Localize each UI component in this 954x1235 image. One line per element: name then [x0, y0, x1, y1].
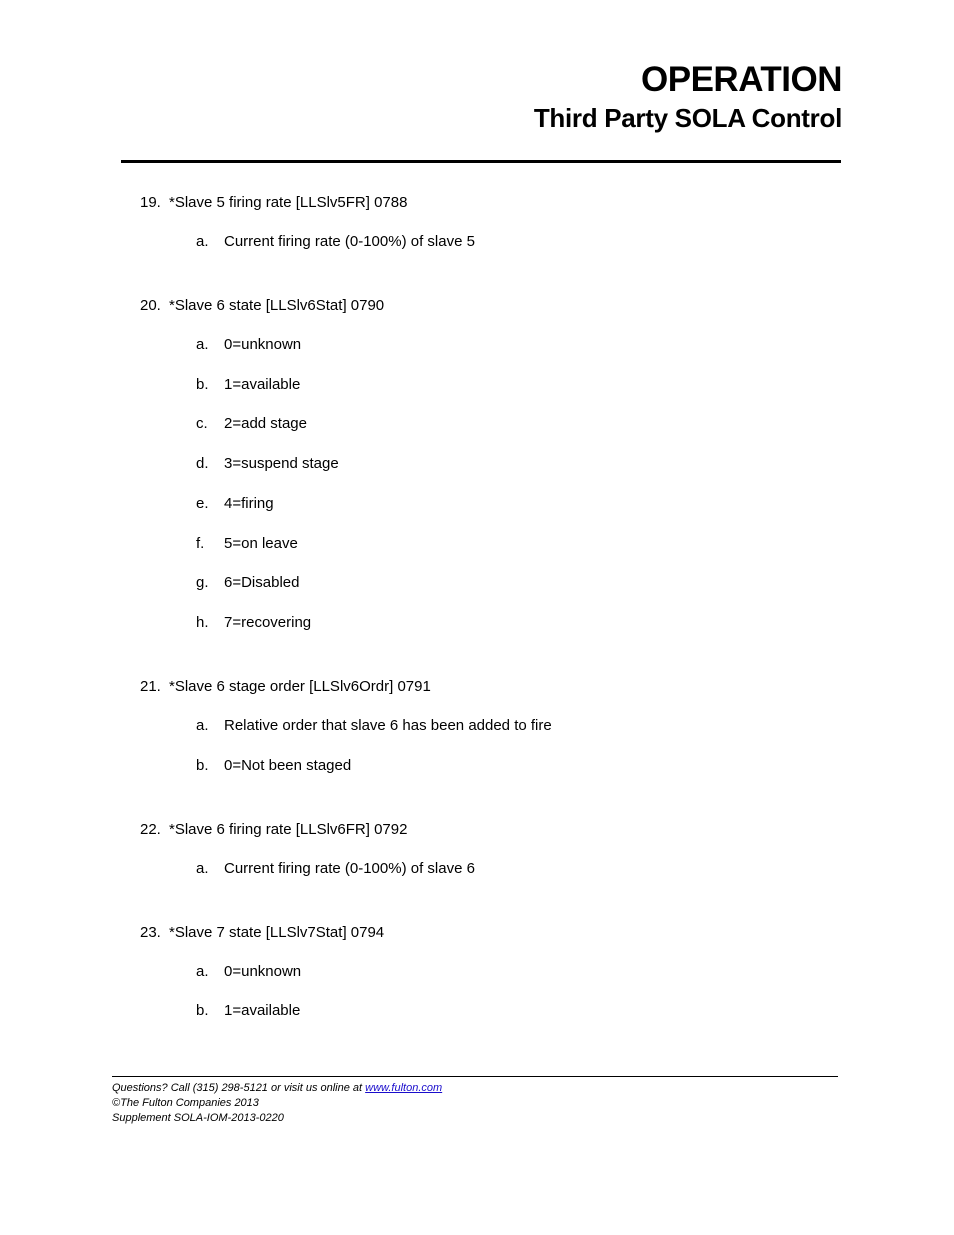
sub-list-item-text: 1=available — [224, 1002, 301, 1020]
footer-supplement: Supplement SOLA-IOM-2013-0220 — [112, 1112, 284, 1124]
list-item-number: 23. — [140, 923, 161, 941]
sub-list-item-letter: d. — [196, 455, 209, 473]
sub-list-item-text: 6=Disabled — [224, 574, 300, 592]
sub-list-item-text: 0=unknown — [224, 962, 302, 980]
sub-list-item-letter: c. — [196, 415, 208, 433]
sub-list-item-text: 2=add stage — [224, 415, 307, 433]
sub-list-item — [196, 375, 300, 395]
list-item-text: *Slave 5 firing rate [LLSlv5FR] 0788 — [169, 194, 408, 211]
page-title: OPERATION — [641, 60, 842, 99]
sub-list-item-text: 4=firing — [224, 494, 274, 512]
sub-list-item-text: Current firing rate (0-100%) of slave 6 — [224, 859, 475, 877]
sub-list-item-letter: b. — [196, 1002, 209, 1020]
sub-list-item-letter: b. — [196, 375, 209, 393]
list-item-text: *Slave 6 stage order [LLSlv6Ordr] 0791 — [169, 677, 431, 695]
sub-list-item — [196, 756, 351, 776]
list-item — [140, 677, 431, 697]
list-item — [140, 923, 384, 943]
sub-list-item — [196, 534, 298, 554]
footer-questions — [112, 1081, 442, 1096]
sub-list-item-letter: a. — [196, 233, 209, 250]
list-item-number: 20. — [140, 297, 161, 314]
list-item-text: *Slave 6 firing rate [LLSlv6FR] 0792 — [169, 820, 408, 838]
sub-list-item-letter: e. — [196, 494, 209, 512]
footer-divider — [112, 1076, 838, 1077]
sub-list-item-letter: b. — [196, 756, 209, 774]
sub-list-item-letter: g. — [196, 574, 209, 592]
page-footer — [112, 1081, 442, 1126]
list-item-number: 22. — [140, 820, 161, 838]
fulton-website-link[interactable]: www.fulton.com — [365, 1082, 443, 1094]
footer-questions-text: Questions? Call (315) 298-5121 or visit us online at — [112, 1082, 366, 1094]
sub-list-item — [196, 859, 475, 879]
sub-list-item-text: Current firing rate (0-100%) of slave 5 — [224, 233, 475, 250]
sub-list-item-letter: a. — [196, 716, 209, 734]
list-item-text: *Slave 7 state [LLSlv7Stat] 0794 — [169, 923, 385, 941]
sub-list-item-text: 0=Not been staged — [224, 756, 352, 774]
list-item-number: 19. — [140, 194, 161, 211]
list-item-text: *Slave 6 state [LLSlv6Stat] 0790 — [169, 297, 385, 314]
sub-list-item-letter: f. — [196, 534, 205, 552]
sub-list-item-letter: a. — [196, 962, 209, 980]
sub-list-item-letter: a. — [196, 859, 209, 877]
sub-list-item-text: 5=on leave — [224, 534, 298, 552]
sub-list-item-text: 0=unknown — [224, 336, 302, 353]
page-subtitle: Third Party SOLA Control — [533, 103, 842, 133]
sub-list-item — [196, 573, 299, 593]
list-item-number: 21. — [140, 677, 161, 695]
sub-list-item — [196, 454, 339, 474]
sub-list-item-text: 7=recovering — [224, 613, 312, 631]
header-divider — [121, 160, 841, 163]
sub-list-item — [196, 232, 475, 252]
footer-copyright: ©The Fulton Companies 2013 — [112, 1097, 259, 1109]
sub-list-item-text: 3=suspend stage — [224, 455, 339, 473]
page-header — [534, 58, 842, 134]
sub-list-item-text: 1=available — [224, 375, 301, 393]
list-item — [140, 820, 407, 840]
list-item — [140, 296, 384, 316]
sub-list-item — [196, 1001, 300, 1021]
sub-list-item — [196, 716, 552, 736]
sub-list-item — [196, 494, 274, 514]
list-item — [140, 193, 407, 213]
sub-list-item-letter: h. — [196, 613, 209, 631]
sub-list-item-text: Relative order that slave 6 has been added to fire — [224, 716, 552, 734]
sub-list-item — [196, 962, 301, 982]
sub-list-item — [196, 414, 307, 434]
sub-list-item-letter: a. — [196, 336, 209, 353]
sub-list-item — [196, 335, 301, 355]
sub-list-item — [196, 613, 311, 633]
